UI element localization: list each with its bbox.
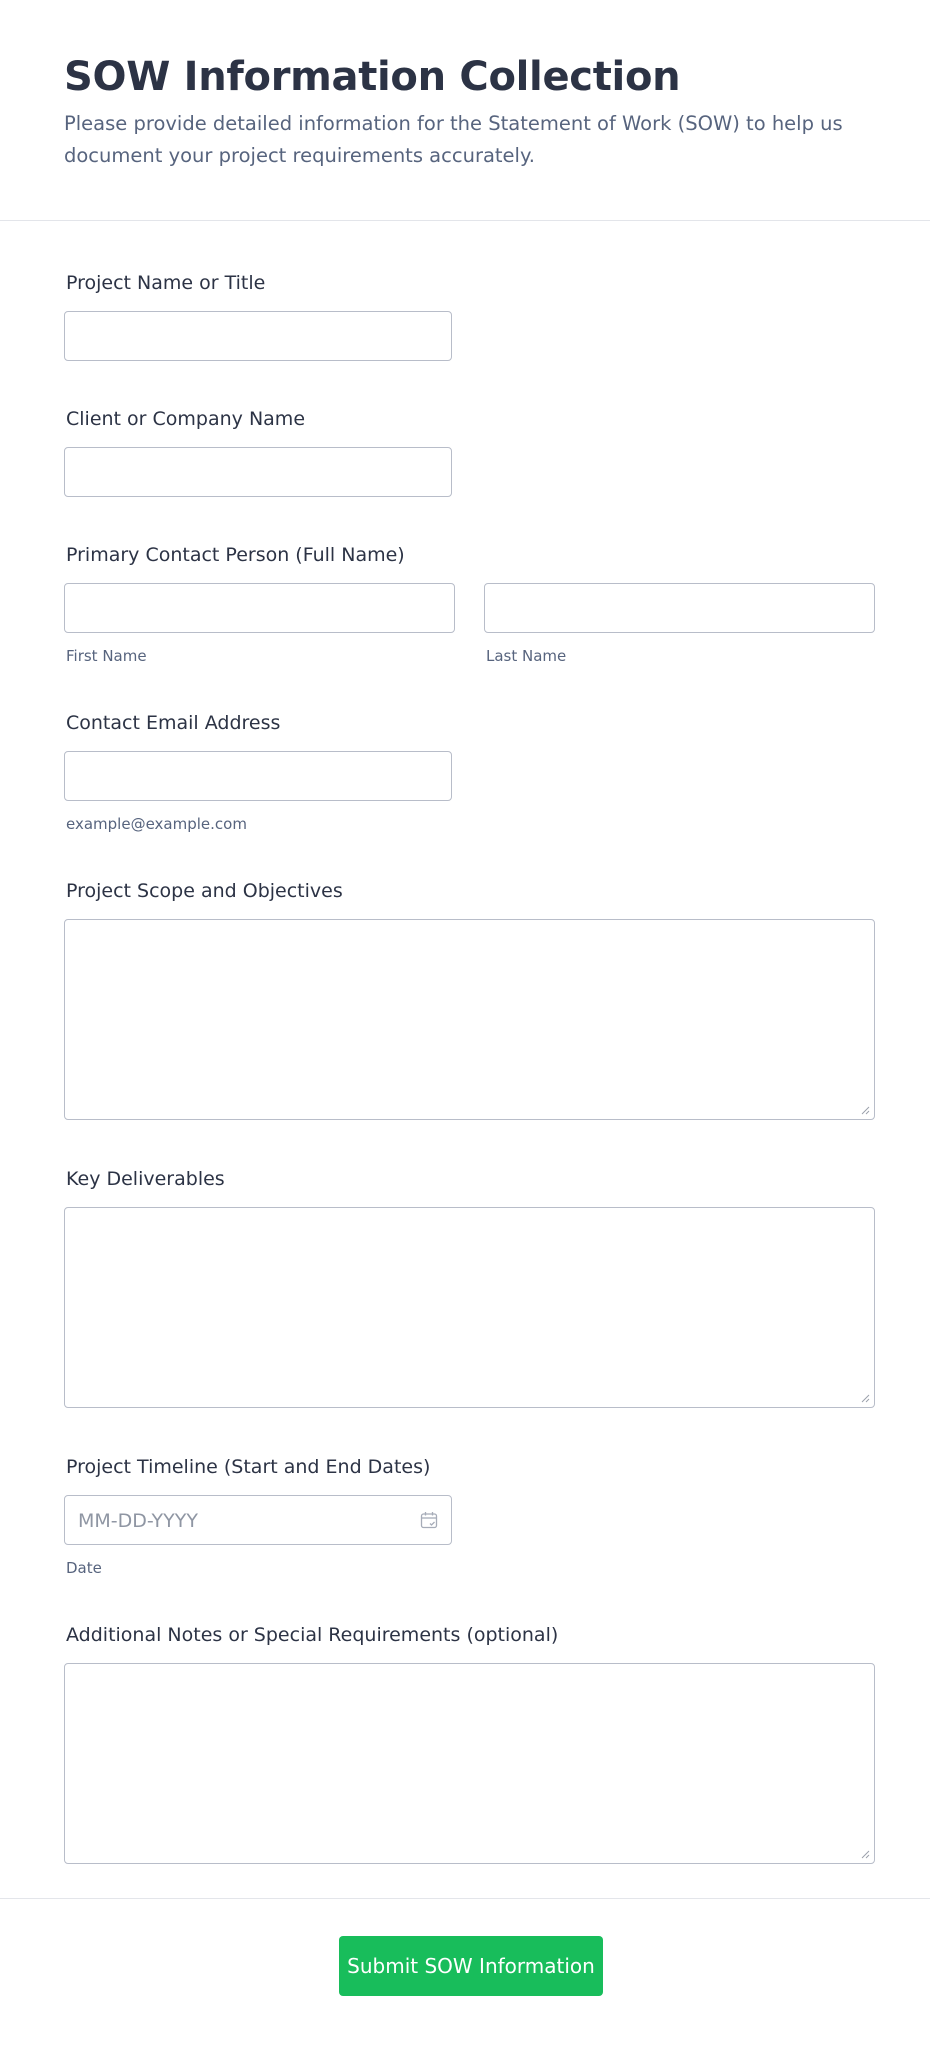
name-row xyxy=(64,583,875,665)
key-deliverables-label: Key Deliverables xyxy=(66,1168,225,1190)
contact-person-field xyxy=(64,543,875,665)
additional-notes-textarea[interactable] xyxy=(64,1663,875,1864)
contact-email-sublabel: example@example.com xyxy=(66,815,247,833)
contact-person-label: Primary Contact Person (Full Name) xyxy=(66,544,405,566)
project-scope-textarea[interactable] xyxy=(64,919,875,1120)
first-name-input[interactable] xyxy=(64,583,455,633)
project-name-label: Project Name or Title xyxy=(66,272,266,294)
project-timeline-label: Project Timeline (Start and End Dates) xyxy=(66,1456,431,1478)
last-name-input[interactable] xyxy=(484,583,875,633)
project-timeline-date-input[interactable] xyxy=(64,1495,452,1545)
last-name-sublabel: Last Name xyxy=(486,647,567,665)
contact-email-label: Contact Email Address xyxy=(66,712,281,734)
additional-notes-field xyxy=(64,1623,875,1864)
page-title: SOW Information Collection xyxy=(64,54,681,100)
form-footer xyxy=(0,1898,930,2045)
key-deliverables-field xyxy=(64,1167,875,1408)
date-placeholder: MM-DD-YYYY xyxy=(78,1510,198,1532)
resize-handle-icon[interactable] xyxy=(861,1394,870,1403)
first-name-group xyxy=(64,583,455,665)
project-scope-label: Project Scope and Objectives xyxy=(66,880,343,902)
last-name-group xyxy=(484,583,875,665)
project-name-input[interactable] xyxy=(64,311,452,361)
page-subtitle: Please provide detailed information for the Statement of Work (SOW) to help us document your project requirements accurately. xyxy=(64,112,843,167)
client-name-input[interactable] xyxy=(64,447,452,497)
resize-handle-icon[interactable] xyxy=(861,1850,870,1859)
contact-email-input[interactable] xyxy=(64,751,452,801)
project-timeline-field xyxy=(64,1455,452,1577)
submit-button[interactable]: Submit SOW Information xyxy=(339,1936,603,1996)
client-name-field xyxy=(64,407,452,497)
first-name-sublabel: First Name xyxy=(66,647,147,665)
key-deliverables-textarea[interactable] xyxy=(64,1207,875,1408)
calendar-icon[interactable] xyxy=(420,1511,438,1529)
project-name-field xyxy=(64,271,452,361)
project-scope-field xyxy=(64,879,875,1120)
additional-notes-label: Additional Notes or Special Requirements (optional) xyxy=(66,1624,559,1646)
contact-email-field xyxy=(64,711,452,833)
date-sublabel: Date xyxy=(66,1559,102,1577)
resize-handle-icon[interactable] xyxy=(861,1106,870,1115)
client-name-label: Client or Company Name xyxy=(66,408,306,430)
form-header xyxy=(0,0,930,221)
